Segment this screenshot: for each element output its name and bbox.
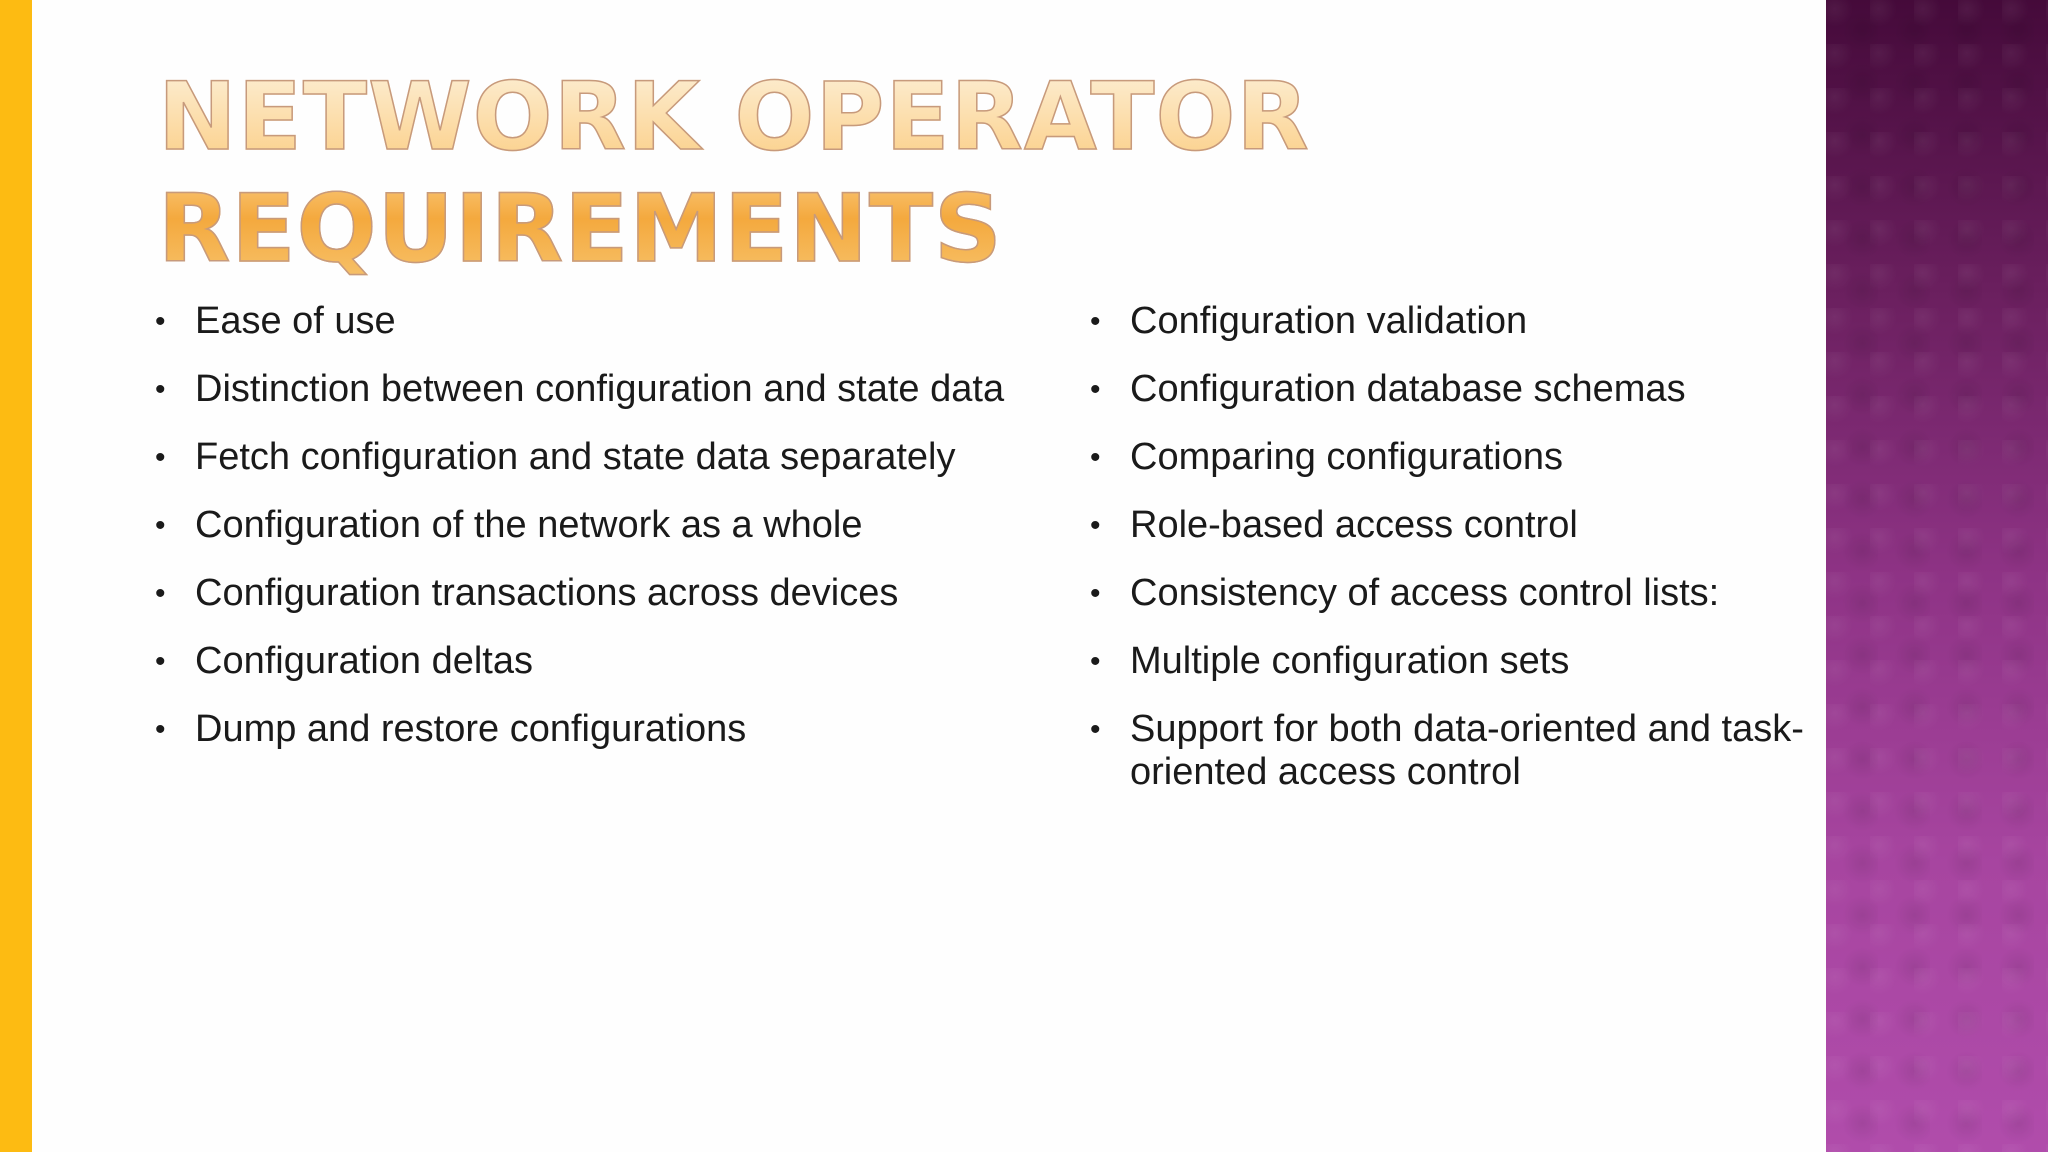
list-item [1090,368,1830,411]
side-decoration-panel [1826,0,2048,1152]
list-item [155,300,1055,343]
list-item [1090,504,1830,547]
list-item-text: Ease of use [195,300,396,342]
bullet-icon: • [155,509,166,542]
list-item-text: Support for both data-oriented and task-oriented access control [1130,708,1804,793]
list-item-text: Configuration transactions across devices [195,572,899,614]
list-item-text: Dump and restore configurations [195,708,747,750]
list-item-text: Configuration of the network as a whole [195,504,863,546]
left-bullet-list [155,300,1055,776]
bullet-icon: • [155,305,166,338]
bullet-icon: • [155,713,166,746]
list-item-text: Multiple configuration sets [1130,640,1570,682]
accent-bar [0,0,32,1152]
bullet-icon: • [1090,305,1101,338]
right-bullet-list [1090,300,1830,819]
bullet-icon: • [155,441,166,474]
list-item [155,504,1055,547]
list-item-text: Distinction between configuration and state data [195,368,1005,410]
title-line-1: NETWORK OPERATOR [158,63,1310,172]
list-item [1090,436,1830,479]
bullet-icon: • [1090,441,1101,474]
list-item-text: Consistency of access control lists: [1130,572,1720,614]
list-item [155,436,1055,479]
list-item [1090,572,1830,615]
list-item [1090,640,1830,683]
panel-texture [1826,0,2048,1152]
list-item-text: Configuration database schemas [1130,368,1686,410]
list-item [155,640,1055,683]
bullet-icon: • [155,645,166,678]
list-item [1090,300,1830,343]
list-item-text: Configuration validation [1130,300,1528,342]
list-item-text: Fetch configuration and state data separately [195,436,956,478]
bullet-icon: • [1090,577,1101,610]
bullet-icon: • [1090,509,1101,542]
list-item [1090,708,1830,794]
list-item [155,708,1055,751]
title-line-2: REQUIREMENTS [158,175,1003,284]
list-item-text: Comparing configurations [1130,436,1564,478]
bullet-icon: • [155,577,166,610]
bullet-icon: • [1090,373,1101,406]
list-item-text: Role-based access control [1130,504,1578,546]
slide-title [158,62,1358,286]
list-item-text: Configuration deltas [195,640,533,682]
list-item [155,368,1055,411]
list-item [155,572,1055,615]
bullet-icon: • [1090,645,1101,678]
bullet-icon: • [1090,713,1101,746]
bullet-icon: • [155,373,166,406]
